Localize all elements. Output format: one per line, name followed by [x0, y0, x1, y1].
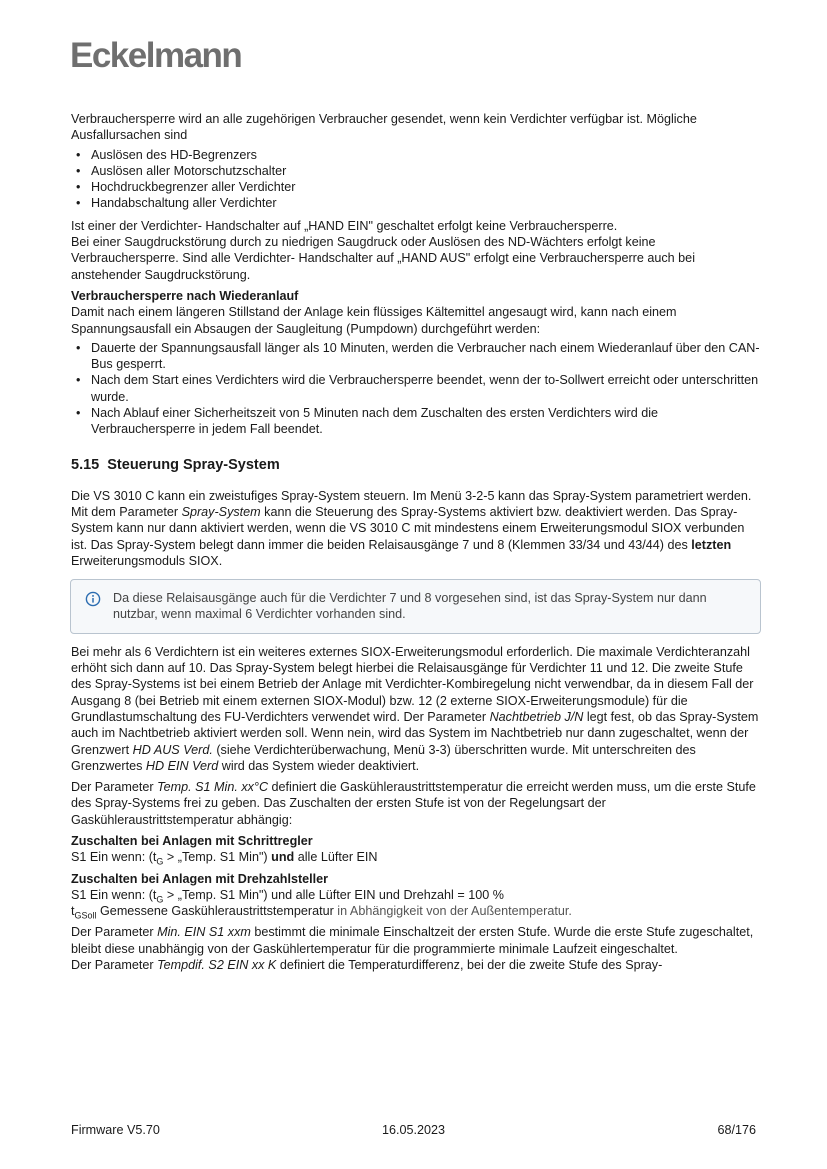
- formula-speed: S1 Ein wenn: ($t_G$ > „Temp. S1 Min") und alle Lüfter EIN und Drehzahl = 100 %: [71, 887, 504, 905]
- list-item: • Auslösen aller Motorschutzschalter: [71, 163, 761, 179]
- info-note-text: Da diese Relaisausgänge auch für die Verdichter 7 und 8 vorgesehen sind, ist das Spray-System nur dann nutzbar, wenn maximal 6 Verdichter vorhanden sind.: [113, 591, 707, 622]
- list-item: • Dauerte der Spannungsausfall länger als 10 Minuten, werden die Verbraucher nach einem Wiederanlauf über den CAN-Bus gesperrt.: [71, 340, 761, 373]
- legend-tgsoll: $t_{GSoll}$ Gemessene Gaskühleraustrittstemperatur in Abhängigkeit von der Außentemperatur.: [71, 904, 572, 921]
- paragraph-spray-intro: Die VS 3010 C kann ein zweistufiges Spray-System steuern. Im Menü 3-2-5 kann das Spray-System parametriert werden.: [71, 488, 752, 503]
- paragraph-spray-param: Mit dem Parameter Spray-System kann die Steuerung des Spray-Systems aktiviert bzw. deaktiviert werden. Das Spray-System kann nur dann aktiviert werden, wenn die VS 3010 C mit mindestens einem Erweiterungsmodul SIOX verbunden ist. Das Spray-System belegt dann immer die beiden Relaisausgänge 7 und 8 (Klemmen 33/34 und 43/44) des letzten Erweiterungsmoduls SIOX.: [71, 504, 745, 568]
- section-number: 5.15: [71, 456, 100, 473]
- paragraph-suction-fault: Bei einer Saugdruckstörung durch zu niedrigen Saugdruck oder Auslösen des ND-Wächters erfolgt keine Verbrauchersperre. Sind alle Verdichter- Handschalter auf „HAND AUS" erfolgt eine Verbrauchersperre auch bei anstehender Saugdruckstörung.: [71, 235, 695, 282]
- list-item: • Auslösen des HD-Begrenzers: [71, 147, 761, 163]
- paragraph-hand-ein: Ist einer der Verdichter- Handschalter auf „HAND EIN" geschaltet erfolgt keine Verbrauchersperre.: [71, 218, 618, 233]
- list-item: • Nach Ablauf einer Sicherheitszeit von 5 Minuten nach dem Zuschalten des ersten Verdichters wird die Verbrauchersperre in jedem Fall beendet.: [71, 405, 761, 438]
- page-content: [71, 111, 761, 973]
- emphasis: letzten: [691, 537, 732, 552]
- paragraph-intro: Verbrauchersperre wird an alle zugehörigen Verbraucher gesendet, wenn kein Verdichter verfügbar ist. Mögliche Ausfallursachen sind: [71, 112, 697, 143]
- paragraph-tempdif: Der Parameter Tempdif. S2 EIN xx K definiert die Temperaturdifferenz, bei der die zweite Stufe des Spray-: [71, 958, 663, 973]
- list-item: • Hochdruckbegrenzer aller Verdichter: [71, 179, 761, 195]
- paragraph-temp-s1: Der Parameter Temp. S1 Min. xx°C definiert die Gaskühleraustrittstemperatur die erreicht werden muss, um die erste Stufe des Spray-Systems frei zu geben. Das Zuschalten der ersten Stufe ist von der Regelungsart der Gaskühleraustrittstemperatur abhängig:: [71, 780, 756, 827]
- formula-step: S1 Ein wenn: ($t_G$ > „Temp. S1 Min") und alle Lüfter EIN: [71, 850, 378, 867]
- param-name: Nachtbetrieb J/N: [489, 709, 584, 724]
- heading-restart: Verbrauchersperre nach Wiederanlauf: [71, 288, 299, 303]
- paragraph-pumpdown: Damit nach einem längeren Stillstand der Anlage kein flüssiges Kältemittel angesaugt wird, kann nach einem Spannungsausfall ein Absaugen der Saugleitung (Pumpdown) durchgeführt werden:: [71, 305, 677, 336]
- footer-page-number: 68/176: [717, 1123, 756, 1137]
- list-item: • Handabschaltung aller Verdichter: [71, 195, 761, 211]
- param-name: Tempdif. S2 EIN xx K: [157, 958, 277, 973]
- paragraph-expansion: Bei mehr als 6 Verdichtern ist ein weiteres externes SIOX-Erweiterungsmodul erforderlich. Die maximale Verdichteranzahl erhöht sich dann auf 10. Das Spray-System belegt hierbei die Relaisausgänge für Verdichter 11 und 12. Die zweite Stufe des Spray-Systems ist bei einem Betrieb der Anlage mit Verdichter-Kombiregelung nicht verwendbar, da in diesem Fall der Ausgang 8 (bei Betrieb mit einem externen SIOX-Modul) bzw. 12 (2 externe SIOX-Erweiterungsmodule) für die Grundlastumschaltung des FU-Verdichters verwendet wird. Der Parameter Nachtbetrieb J/N legt fest, ob das Spray-System auch im Nachtbetrieb aktiviert werden soll. Wenn nein, wird das System im Nachtbetrieb nur dann zugeschaltet, wenn der Grenzwert HD AUS Verd. (siehe Verdichterüberwachung, Menü 3-3) überschritten wurde. Mit unterschreiten des Grenzwertes HD EIN Verd wird das System wieder deaktiviert.: [71, 644, 759, 773]
- failure-cause-list: [71, 147, 761, 212]
- section-title: Steuerung Spray-System: [107, 456, 280, 473]
- section-heading: [71, 456, 761, 474]
- heading-speed-controller: Zuschalten bei Anlagen mit Drehzahlsteller: [71, 871, 329, 886]
- param-name: HD AUS Verd.: [132, 742, 213, 757]
- restart-list: [71, 340, 761, 438]
- param-name: Spray-System: [181, 504, 261, 519]
- footer-date: 16.05.2023: [382, 1123, 446, 1137]
- page-footer: [71, 1123, 756, 1139]
- info-icon: [85, 591, 101, 607]
- list-item: • Nach dem Start eines Verdichters wird die Verbrauchersperre beendet, wenn der to-Sollwert erreicht oder unterschritten wurde.: [71, 372, 761, 405]
- param-name: HD EIN Verd: [145, 758, 219, 773]
- paragraph-min-on: Der Parameter Min. EIN S1 xxm bestimmt die minimale Einschaltzeit der ersten Stufe. Wurde die erste Stufe zugeschaltet, bleibt diese unabhängig von der Gaskühlertemperatur für die programmierte minimale Laufzeit eingeschaltet.: [71, 925, 754, 956]
- footer-firmware: Firmware V5.70: [71, 1123, 160, 1137]
- heading-step-controller: Zuschalten bei Anlagen mit Schrittregler: [71, 833, 313, 848]
- info-note: [70, 579, 761, 634]
- param-name: Min. EIN S1 xxm: [157, 925, 251, 940]
- param-name: Temp. S1 Min. xx°C: [157, 780, 269, 795]
- company-logo: Eckelmann: [70, 36, 242, 75]
